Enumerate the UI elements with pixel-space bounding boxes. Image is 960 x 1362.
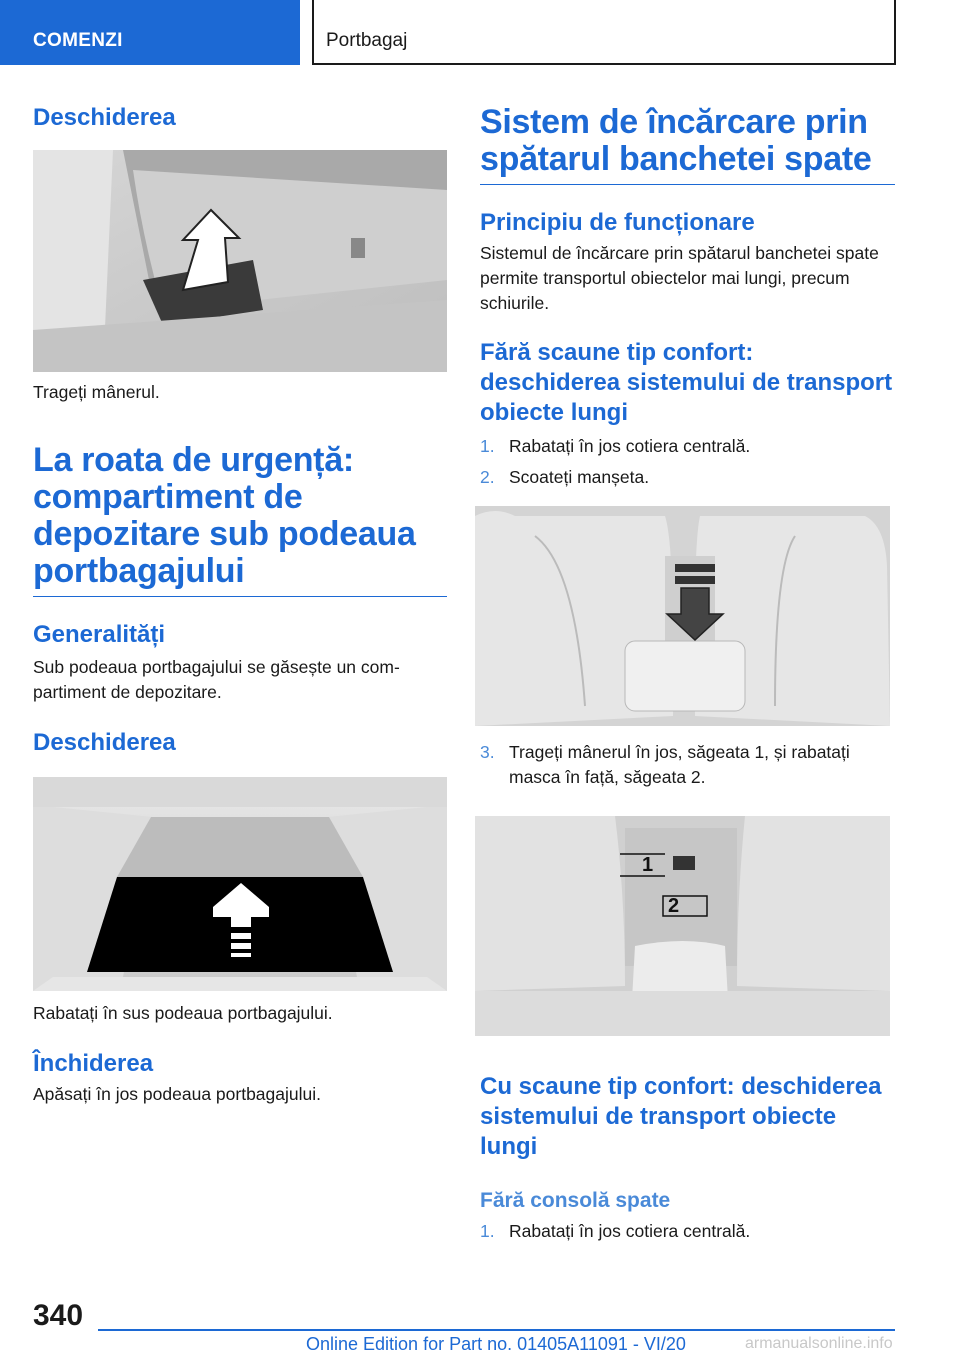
section-label: COMENZI [33,30,123,51]
step-number: 2. [480,467,495,487]
heading-no-console: Fără consolă spate [480,1189,671,1212]
step-text: Scoateți manșeta. [509,467,650,487]
watermark: armanualsonline.info [745,1335,893,1352]
caption-pull-handle: Trageți mânerul. [33,382,160,402]
page-number: 340 [33,1299,84,1332]
title-spare-wheel: La roata de urgență: compartiment de depozitare sub podeaua portbagajului [33,442,447,597]
heading-general: Generalități [33,621,166,648]
step-number: 1. [480,436,495,456]
text-close: Apăsați în jos podeaua portbagajului. [33,1084,321,1104]
chapter-label: Portbagaj [326,30,408,51]
heading-comfort: Cu scaune tip confort: deschiderea sistemului de transport obiecte lungi [480,1073,882,1160]
figure-ski-hatch [475,816,890,1036]
heading-close: Închiderea [33,1050,154,1077]
steps-list-a [480,434,895,490]
heading-open-1: Deschiderea [33,104,176,131]
edition-text: Online Edition for Part no. 01405A11091 - VI/20 [306,1334,686,1354]
figure-trunk-floor [33,777,447,991]
heading-open-2: Deschiderea [33,729,176,756]
step-number: 3. [480,742,495,762]
section-tab [0,0,300,65]
figure-rear-seat-armrest [475,506,890,726]
callout-2: 2 [668,895,680,917]
step-item-3 [480,740,895,790]
step-text: Rabatați în jos cotiera centrală. [509,1221,751,1241]
step-item [480,434,895,459]
text-general: Sub podeaua portbagajului se găsește un com-partiment de depozitare. [33,657,400,702]
left-column [33,100,447,1107]
text-principle: Sistemul de încărcare prin spătarul banchetei spate permite transportul obiectelor mai lungi, precum schiurile. [480,243,879,313]
heading-no-comfort: Fără scaune tip confort: deschiderea sistemului de transport obiecte lungi [480,339,893,426]
step-item [480,465,895,490]
step-number: 1. [480,1221,495,1241]
callout-1: 1 [642,854,654,876]
heading-principle: Principiu de funcționare [480,209,755,236]
chapter-tab [312,0,896,65]
caption-fold-floor: Rabatați în sus podeaua portbagajului. [33,1003,333,1023]
right-column [480,100,895,1244]
step-text: Trageți mânerul în jos, săgeata 1, și rabatați masca în față, săgeata 2. [509,742,850,787]
figure-trunk-handle [33,150,447,372]
title-load-system: Sistem de încărcare prin spătarul banchetei spate [480,104,895,185]
step-item [480,1219,895,1244]
step-text: Rabatați în jos cotiera centrală. [509,436,751,456]
footer-divider [98,1329,895,1331]
